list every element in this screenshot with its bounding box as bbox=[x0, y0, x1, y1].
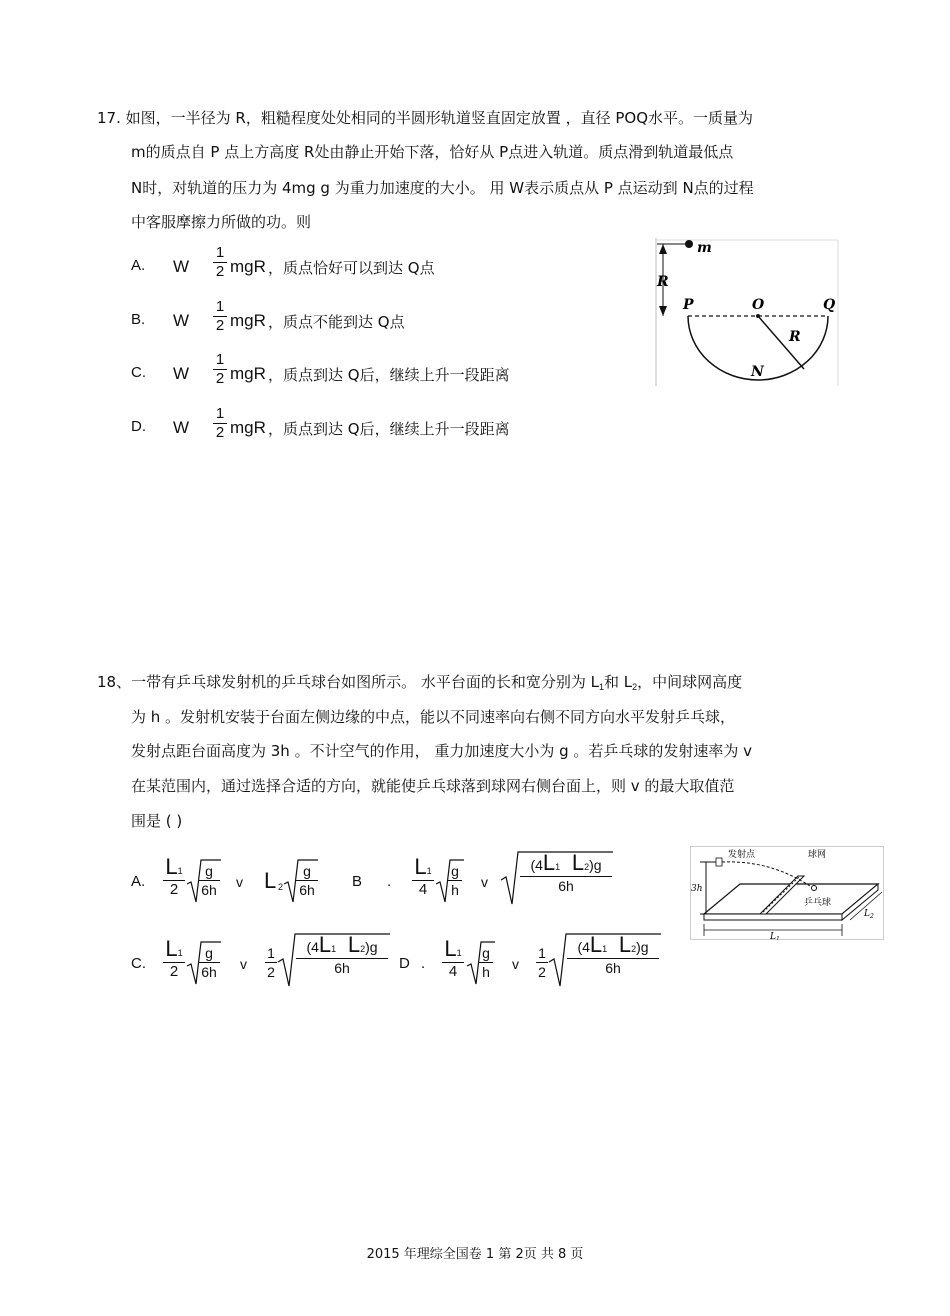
subscript: 2 bbox=[278, 882, 284, 892]
label-L1: $L_1$ bbox=[770, 932, 780, 940]
option-expr: mgR bbox=[230, 311, 266, 330]
label-ball: 乒乓球 bbox=[804, 898, 832, 908]
fraction-g-over-6h bbox=[198, 944, 220, 981]
option-text: ，质点到达 Q后，继续上升一段距离 bbox=[268, 420, 510, 438]
denominator: 6h bbox=[605, 960, 621, 976]
label-L2: $L_2$ bbox=[864, 909, 874, 920]
option-letter: C. bbox=[131, 955, 146, 972]
q17-line-3: N时，对轨道的压力为 4mg g 为重力加速度的大小。 用 W表示质点从 P 点运动到 N点的过程 bbox=[131, 179, 754, 197]
denominator: 2 bbox=[215, 263, 225, 280]
fraction-1-over-2 bbox=[536, 944, 548, 981]
option-w: W bbox=[173, 311, 190, 330]
option-dot: . bbox=[421, 955, 426, 972]
fraction bbox=[213, 351, 227, 388]
subscript: 2 bbox=[631, 944, 637, 954]
denominator: 2 bbox=[267, 964, 275, 980]
L: L bbox=[589, 932, 603, 957]
q18-line-1 bbox=[97, 671, 742, 692]
label-N: N bbox=[751, 364, 764, 380]
denominator: 4 bbox=[448, 963, 458, 980]
label-launch-point: 发射点 bbox=[728, 850, 756, 860]
denominator: 2 bbox=[169, 881, 179, 898]
paren-close: )g bbox=[589, 857, 602, 873]
paren-open: (4 bbox=[530, 857, 543, 873]
numerator: 1 bbox=[213, 244, 227, 263]
v: v bbox=[240, 956, 247, 972]
option-letter: D. bbox=[131, 418, 146, 435]
q17-line-1: 17. 如图，一半径为 R，粗糙程度处处相同的半圆形轨道竖直固定放置 ，直径 POQ水平。一质量为 bbox=[97, 109, 754, 127]
label-R-height: R bbox=[657, 274, 669, 290]
L: L bbox=[165, 854, 178, 879]
option-letter: B bbox=[352, 873, 363, 890]
paren-close: )g bbox=[365, 939, 378, 955]
L: L bbox=[618, 932, 632, 957]
fraction-g-over-h bbox=[448, 862, 462, 899]
option-text: ，质点到达 Q后，继续上升一段距离 bbox=[268, 366, 510, 384]
fraction bbox=[213, 244, 227, 281]
subscript: 1 bbox=[602, 944, 608, 954]
label-P: P bbox=[683, 297, 694, 313]
subscript: 1 bbox=[555, 862, 561, 872]
numerator: 1 bbox=[213, 298, 227, 317]
paren-open: (4 bbox=[577, 939, 590, 955]
subscript: 1 bbox=[331, 944, 337, 954]
denominator: h bbox=[482, 964, 490, 980]
paren-close: )g bbox=[636, 939, 649, 955]
subscript: 1 bbox=[177, 948, 183, 958]
page-footer: 2015 年理综全国卷 1 第 2页 共 8 页 bbox=[366, 1247, 584, 1262]
option-letter: A. bbox=[131, 257, 146, 274]
numerator: g bbox=[198, 944, 220, 963]
option-expr: mgR bbox=[230, 364, 266, 383]
q18-line-3: 发射点距台面高度为 3h 。不计空气的作用， 重力加速度大小为 g 。若乒乓球的发射速率为 v bbox=[131, 742, 753, 760]
denominator: h bbox=[451, 882, 459, 898]
denominator: 6h bbox=[558, 878, 574, 894]
denominator: 6h bbox=[201, 964, 217, 980]
numerator: 1 bbox=[213, 351, 227, 370]
option-expr: mgR bbox=[230, 418, 266, 437]
L: L bbox=[347, 932, 361, 957]
option-w: W bbox=[173, 418, 190, 437]
denominator: 6h bbox=[299, 882, 315, 898]
fraction-l1-over-2 bbox=[163, 936, 185, 981]
fraction bbox=[213, 405, 227, 442]
option-expr: mgR bbox=[230, 257, 266, 276]
v: v bbox=[481, 874, 488, 890]
numerator: 1 bbox=[265, 944, 277, 963]
option-letter: A. bbox=[131, 873, 146, 890]
label-R-radius: R bbox=[789, 329, 801, 345]
option-letter: D bbox=[399, 955, 410, 972]
q18-line-1-text: 18、一带有乒乓球发射机的乒乓球台如图所示。 水平台面的长和宽分别为 L bbox=[97, 673, 599, 691]
fraction-l1-over-4 bbox=[442, 936, 464, 981]
q18-line-4: 在某范围内，通过选择合适的方向，就能使乒乓球落到球网右侧台面上，则 v 的最大取值范 bbox=[131, 777, 735, 795]
denominator: 6h bbox=[201, 882, 217, 898]
numerator bbox=[520, 850, 612, 877]
denominator: 2 bbox=[538, 964, 546, 980]
L: L bbox=[444, 936, 457, 961]
L: L bbox=[571, 850, 585, 875]
label-m: m bbox=[697, 240, 712, 256]
v: v bbox=[512, 956, 519, 972]
fraction-l1-over-2 bbox=[163, 854, 185, 899]
fraction-l1-over-4 bbox=[412, 854, 434, 899]
fraction-l1l2-over-6h bbox=[567, 932, 659, 977]
fraction-g-over-h bbox=[479, 944, 493, 981]
option-text: ，质点不能到达 Q点 bbox=[268, 313, 405, 331]
v: v bbox=[236, 874, 243, 890]
numerator: g bbox=[448, 862, 462, 881]
option-dot: . bbox=[387, 873, 392, 890]
option-w: W bbox=[173, 257, 190, 276]
denominator: 2 bbox=[215, 317, 225, 334]
option-w: W bbox=[173, 364, 190, 383]
numerator: 1 bbox=[536, 944, 548, 963]
option-letter: B. bbox=[131, 311, 146, 328]
fraction-l1l2-over-6h bbox=[296, 932, 388, 977]
denominator: 6h bbox=[334, 960, 350, 976]
fraction bbox=[213, 298, 227, 335]
subscript: 1 bbox=[177, 866, 183, 876]
q18-line-1-text-b: 和 L bbox=[604, 673, 633, 691]
paren-open: (4 bbox=[306, 939, 319, 955]
label-Q: Q bbox=[823, 297, 836, 313]
q18-table-figure bbox=[690, 846, 884, 940]
numerator bbox=[567, 932, 659, 959]
fraction-1-over-2 bbox=[265, 944, 277, 981]
label-O: O bbox=[752, 297, 765, 313]
numerator: g bbox=[296, 862, 318, 881]
q18-line-5: 围是 ( ) bbox=[131, 812, 183, 830]
L: L bbox=[318, 932, 332, 957]
option-text: ，质点恰好可以到达 Q点 bbox=[268, 259, 435, 277]
label-net: 球网 bbox=[808, 850, 827, 860]
subscript: 1 bbox=[426, 866, 432, 876]
q17-semicircle-figure bbox=[654, 236, 840, 388]
subscript: 2 bbox=[584, 862, 590, 872]
subscript: 2 bbox=[360, 944, 366, 954]
denominator: 2 bbox=[215, 370, 225, 387]
numerator: g bbox=[198, 862, 220, 881]
denominator: 2 bbox=[169, 963, 179, 980]
fraction-l1l2-over-6h bbox=[520, 850, 612, 895]
subscript-2: 2 bbox=[632, 682, 638, 692]
fraction-g-over-6h bbox=[198, 862, 220, 899]
L: L bbox=[414, 854, 427, 879]
q17-line-2: m的质点自 P 点上方高度 R处由静止开始下落，恰好从 P点进入轨道。质点滑到轨道最低点 bbox=[131, 143, 734, 161]
L: L bbox=[542, 850, 556, 875]
label-3h: 3h bbox=[691, 884, 703, 894]
denominator: 2 bbox=[215, 424, 225, 441]
subscript-1: 1 bbox=[598, 682, 604, 692]
L: L bbox=[264, 868, 277, 893]
denominator: 4 bbox=[418, 881, 428, 898]
q17-line-4: 中客服摩擦力所做的功。则 bbox=[131, 213, 312, 231]
numerator: g bbox=[479, 944, 493, 963]
L: L bbox=[165, 936, 178, 961]
q18-line-1-text-c: ，中间球网高度 bbox=[637, 673, 743, 691]
option-letter: C. bbox=[131, 364, 146, 381]
subscript: 1 bbox=[456, 948, 462, 958]
numerator bbox=[296, 932, 388, 959]
q18-line-2: 为 h 。发射机安装于台面左侧边缘的中点，能以不同速率向右侧不同方向水平发射乒乓球， bbox=[131, 708, 736, 726]
numerator: 1 bbox=[213, 405, 227, 424]
fraction-g-over-6h bbox=[296, 862, 318, 899]
